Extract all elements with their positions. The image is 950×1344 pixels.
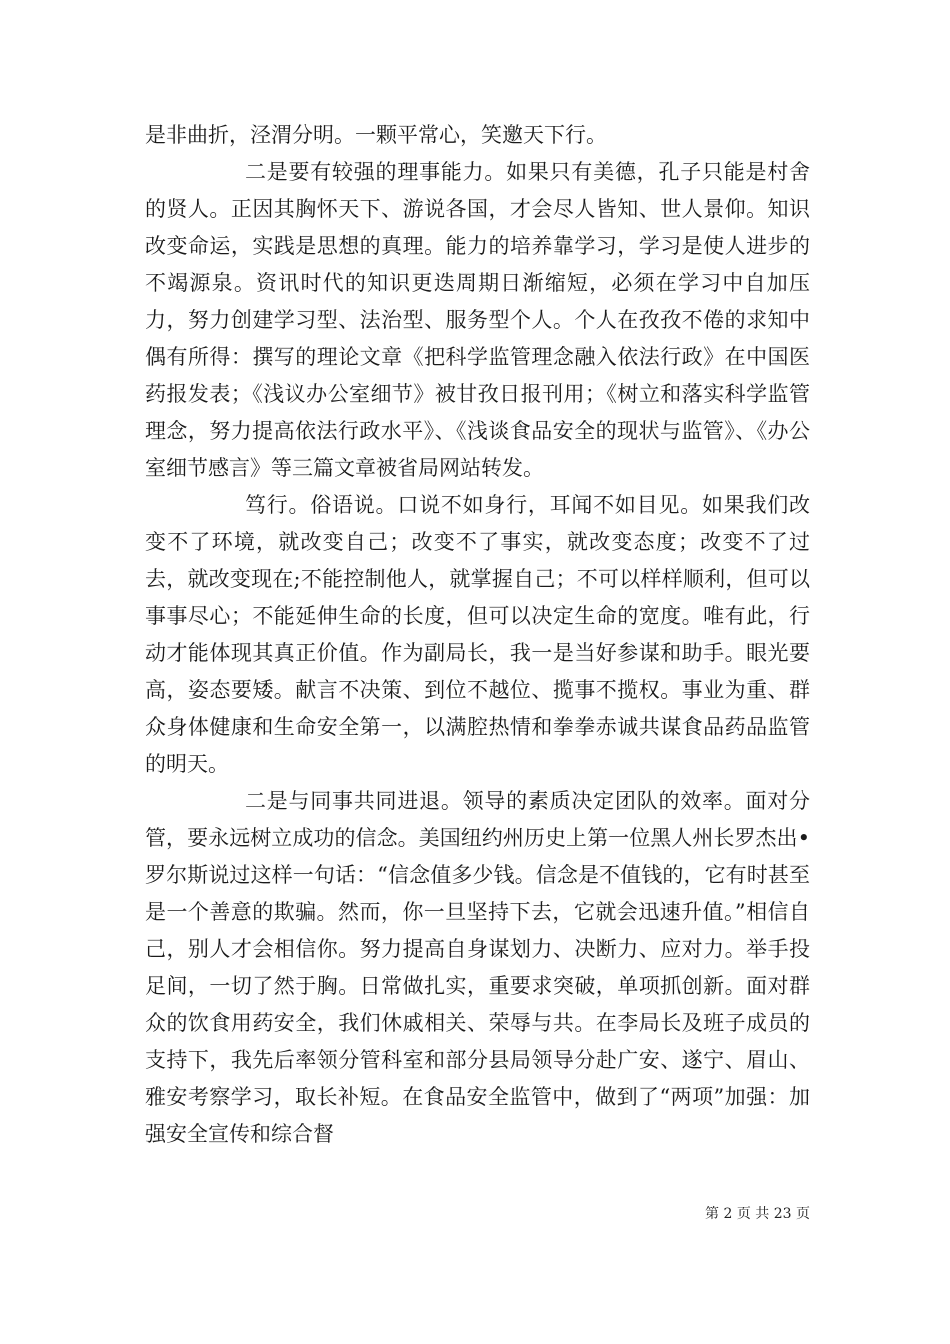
page-number-footer: 第 2 页 共 23 页 xyxy=(705,1206,810,1222)
paragraph-practice: 笃行。俗语说。口说不如身行，耳闻不如目见。如果我们改变不了环境，就改变自己；改变不了事实，就改变态度；改变不了过去，就改变现在;不能控制他人，就掌握自己；不可以样样顺利，但可以事事尽心；不能延伸生命的长度，但可以决定生命的宽度。唯有此，行动才能体现其真正价值。作为副局长，我一是当好参谋和助手。眼光要高，姿态要矮。献言不决策、到位不越位、揽事不揽权。事业为重、群众身体健康和生命安全第一，以满腔热情和拳拳赤诚共谋食品药品监管的明天。 xyxy=(145,493,810,776)
paragraph-continuation: 是非曲折，泾渭分明。一颗平常心，笑邀天下行。 xyxy=(145,123,607,147)
document-body xyxy=(145,117,810,1153)
paragraph-ability: 二是要有较强的理事能力。如果只有美德，孔子只能是村舍的贤人。正因其胸怀天下、游说各国，才会尽人皆知、世人景仰。知识改变命运，实践是思想的真理。能力的培养靠学习，学习是使人进步的不竭源泉。资讯时代的知识更迭周期日渐缩短，必须在学习中自加压力，努力创建学习型、法治型、服务型个人。个人在孜孜不倦的求知中偶有所得：撰写的理论文章《把科学监管理念融入依法行政》在中国医药报发表；《浅议办公室细节》被甘孜日报刊用；《树立和落实科学监管理念，努力提高依法行政水平》、《浅谈食品安全的现状与监管》、《办公室细节感言》等三篇文章被省局网站转发。 xyxy=(145,160,810,480)
paragraph-colleagues: 二是与同事共同进退。领导的素质决定团队的效率。面对分管，要永远树立成功的信念。美国纽约州历史上第一位黑人州长罗杰出•罗尔斯说过这样一句话：“信念值多少钱。信念是不值钱的，它有时甚至是一个善意的欺骗。然而，你一旦坚持下去，它就会迅速升值。”相信自己，别人才会相信你。努力提高自身谋划力、决断力、应对力。举手投足间，一切了然于胸。日常做扎实，重要求突破，单项抓创新。面对群众的饮食用药安全，我们休戚相关、荣辱与共。在李局长及班子成员的支持下，我先后率领分管科室和部分县局领导分赴广安、遂宁、眉山、雅安考察学习，取长补短。在食品安全监管中，做到了“两项”加强：加强安全宣传和综合督 xyxy=(145,789,810,1146)
